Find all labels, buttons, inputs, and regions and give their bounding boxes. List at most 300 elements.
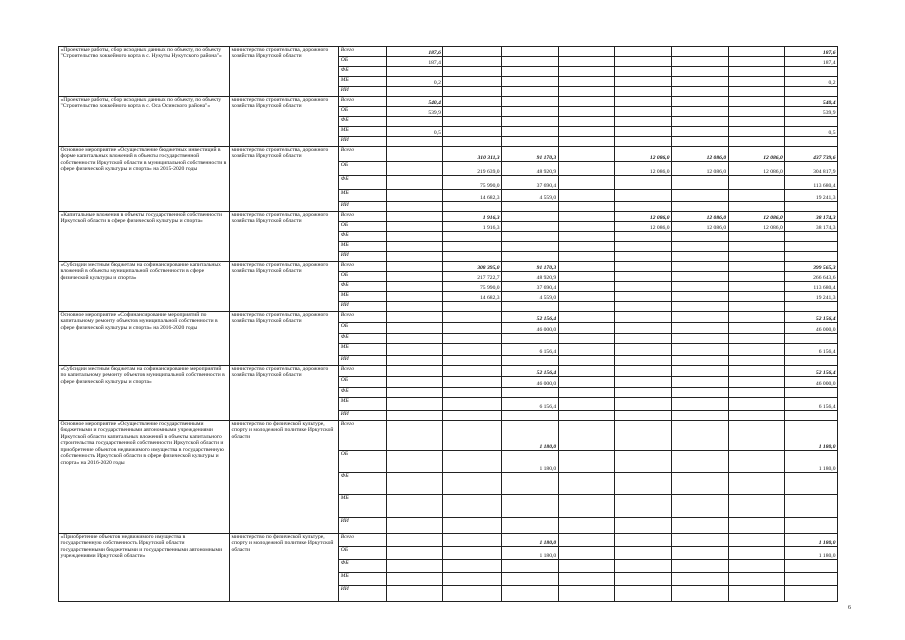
funding-source-cell: Всего (339, 212, 387, 222)
value-cell (558, 366, 615, 377)
value-cell (615, 232, 672, 242)
value-cell (443, 323, 502, 334)
value-cell (443, 451, 502, 473)
value-cell (558, 411, 615, 421)
value-cell (615, 137, 672, 147)
funding-source-cell: ОБ (339, 222, 387, 232)
value-cell (615, 47, 672, 57)
value-cell: 1 180,0 (502, 534, 559, 547)
value-cell (443, 495, 502, 518)
executor-cell: министерство строительства, дорожного хозяйства Иркутской области (229, 147, 338, 212)
value-cell (615, 586, 672, 602)
table-row (59, 534, 838, 547)
total-value-cell: 46 000,0 (785, 323, 838, 334)
value-cell (728, 312, 785, 323)
value-cell (443, 334, 502, 344)
value-cell: 12 086,0 (728, 147, 785, 162)
funding-source-cell: ОБ (339, 107, 387, 117)
value-cell (386, 117, 443, 127)
value-cell (386, 534, 443, 547)
value-cell (615, 518, 672, 534)
value-cell: 6 156,4 (502, 344, 559, 356)
executor-cell: министерство строительства, дорожного хозяйства Иркутской области (229, 366, 338, 421)
value-cell (558, 586, 615, 602)
value-cell (672, 117, 729, 127)
funding-source-cell: Всего (339, 97, 387, 107)
funding-source-cell: ИИ (339, 586, 387, 602)
value-cell (502, 97, 559, 107)
funding-source-cell: Всего (339, 366, 387, 377)
value-cell (443, 252, 502, 262)
value-cell (502, 107, 559, 117)
value-cell (615, 77, 672, 87)
total-value-cell (785, 67, 838, 77)
value-cell (615, 190, 672, 202)
value-cell (728, 421, 785, 451)
value-cell (728, 272, 785, 282)
value-cell (558, 292, 615, 302)
funding-source-cell: ОБ (339, 547, 387, 560)
value-cell: 6 156,4 (502, 398, 559, 411)
value-cell: 75 990,0 (443, 282, 502, 292)
value-cell (558, 232, 615, 242)
funding-source-cell: МБ (339, 495, 387, 518)
funding-source-cell: Всего (339, 312, 387, 323)
total-value-cell: 52 156,4 (785, 366, 838, 377)
value-cell (672, 366, 729, 377)
value-cell (386, 547, 443, 560)
total-value-cell: 1 180,0 (785, 451, 838, 473)
value-cell (672, 518, 729, 534)
value-cell: 12 086,0 (615, 222, 672, 232)
value-cell (615, 107, 672, 117)
value-cell: 219 639,0 (443, 162, 502, 176)
value-cell (615, 334, 672, 344)
value-cell (728, 282, 785, 292)
value-cell (558, 377, 615, 388)
value-cell (672, 202, 729, 212)
value-cell (443, 344, 502, 356)
total-value-cell: 19 241,3 (785, 292, 838, 302)
value-cell (615, 323, 672, 334)
value-cell (443, 388, 502, 398)
value-cell: 1 916,3 (443, 212, 502, 222)
value-cell: 0,2 (386, 77, 443, 87)
value-cell (615, 421, 672, 451)
value-cell: 12 086,0 (672, 147, 729, 162)
value-cell (615, 202, 672, 212)
value-cell (558, 573, 615, 586)
value-cell: 540,4 (386, 97, 443, 107)
funding-source-cell: ФБ (339, 282, 387, 292)
value-cell: 91 170,3 (502, 262, 559, 272)
value-cell: 12 086,0 (672, 212, 729, 222)
value-cell (672, 411, 729, 421)
value-cell (615, 272, 672, 282)
value-cell: 4 559,0 (502, 190, 559, 202)
value-cell (672, 282, 729, 292)
funding-source-cell: Всего (339, 534, 387, 547)
value-cell (615, 377, 672, 388)
value-cell (386, 451, 443, 473)
activity-name-cell: «Проектные работы, сбор исходных данных по объекту, по объекту "Строительство хоккейного корта в с. Нукуты Нукутского района"» (59, 47, 230, 97)
value-cell (443, 573, 502, 586)
value-cell (558, 560, 615, 573)
total-value-cell (785, 252, 838, 262)
value-cell (558, 344, 615, 356)
value-cell (672, 242, 729, 252)
value-cell (443, 534, 502, 547)
value-cell (728, 232, 785, 242)
value-cell (672, 176, 729, 190)
value-cell: 52 156,4 (502, 366, 559, 377)
value-cell (386, 252, 443, 262)
total-value-cell (785, 560, 838, 573)
value-cell (558, 312, 615, 323)
table-row (59, 147, 838, 162)
value-cell (443, 202, 502, 212)
value-cell (672, 534, 729, 547)
value-cell (386, 302, 443, 312)
funding-source-cell: Всего (339, 262, 387, 272)
funding-source-cell: Всего (339, 147, 387, 162)
value-cell (728, 127, 785, 137)
value-cell (443, 242, 502, 252)
value-cell (443, 47, 502, 57)
value-cell (672, 323, 729, 334)
value-cell (558, 451, 615, 473)
value-cell (443, 356, 502, 366)
total-value-cell (785, 137, 838, 147)
table-row (59, 262, 838, 272)
value-cell (502, 87, 559, 97)
value-cell: 12 086,0 (615, 212, 672, 222)
value-cell (558, 262, 615, 272)
value-cell: 187,4 (386, 57, 443, 67)
value-cell (502, 495, 559, 518)
value-cell (558, 47, 615, 57)
value-cell (386, 366, 443, 377)
value-cell (386, 334, 443, 344)
value-cell (672, 262, 729, 272)
value-cell (615, 573, 672, 586)
value-cell (615, 117, 672, 127)
value-cell (558, 222, 615, 232)
value-cell (558, 302, 615, 312)
total-value-cell (785, 232, 838, 242)
value-cell (386, 87, 443, 97)
funding-source-cell: ФБ (339, 232, 387, 242)
budget-table (58, 46, 838, 602)
executor-cell: министерство строительства, дорожного хозяйства Иркутской области (229, 97, 338, 147)
value-cell (386, 344, 443, 356)
value-cell (502, 202, 559, 212)
total-value-cell (785, 117, 838, 127)
value-cell (615, 176, 672, 190)
value-cell (728, 202, 785, 212)
value-cell (386, 398, 443, 411)
value-cell: 12 086,0 (672, 222, 729, 232)
value-cell (728, 451, 785, 473)
value-cell (386, 356, 443, 366)
funding-source-cell: ИИ (339, 87, 387, 97)
value-cell: 310 311,3 (443, 147, 502, 162)
value-cell (502, 137, 559, 147)
table-row (59, 97, 838, 107)
value-cell (615, 356, 672, 366)
funding-source-cell: Всего (339, 47, 387, 57)
value-cell (615, 560, 672, 573)
value-cell (672, 356, 729, 366)
value-cell (558, 473, 615, 495)
total-value-cell (785, 202, 838, 212)
value-cell: 52 156,4 (502, 312, 559, 323)
value-cell (615, 534, 672, 547)
activity-name-cell: «Субсидии местным бюджетам на софинансирование мероприятий по капитальному ремонту объектов муниципальной собственности в сфере физической культуры и спорта» (59, 366, 230, 421)
value-cell (728, 190, 785, 202)
value-cell (615, 262, 672, 272)
total-value-cell: 0,5 (785, 127, 838, 137)
value-cell: 1 180,0 (502, 421, 559, 451)
value-cell (672, 107, 729, 117)
value-cell (502, 212, 559, 222)
funding-source-cell: ФБ (339, 176, 387, 190)
value-cell (615, 388, 672, 398)
value-cell (672, 451, 729, 473)
value-cell (558, 282, 615, 292)
value-cell (386, 222, 443, 232)
value-cell: 48 920,9 (502, 272, 559, 282)
value-cell (558, 518, 615, 534)
value-cell (386, 67, 443, 77)
total-value-cell: 46 000,0 (785, 377, 838, 388)
funding-source-cell: ФБ (339, 560, 387, 573)
value-cell (728, 573, 785, 586)
value-cell: 12 086,0 (728, 222, 785, 232)
value-cell (386, 560, 443, 573)
value-cell: 12 086,0 (615, 147, 672, 162)
value-cell (386, 282, 443, 292)
value-cell (615, 547, 672, 560)
value-cell (558, 252, 615, 262)
total-value-cell (785, 473, 838, 495)
total-value-cell (785, 411, 838, 421)
total-value-cell: 266 643,6 (785, 272, 838, 282)
value-cell (502, 77, 559, 87)
value-cell (728, 334, 785, 344)
funding-source-cell: ФБ (339, 334, 387, 344)
value-cell (728, 473, 785, 495)
value-cell (386, 377, 443, 388)
funding-source-cell: ИИ (339, 411, 387, 421)
value-cell (672, 334, 729, 344)
value-cell (558, 87, 615, 97)
value-cell (728, 302, 785, 312)
value-cell (672, 77, 729, 87)
value-cell (672, 398, 729, 411)
total-value-cell: 187,6 (785, 47, 838, 57)
value-cell (615, 473, 672, 495)
funding-source-cell: ОБ (339, 323, 387, 334)
activity-name-cell: Основное мероприятие «Осуществление государственными бюджетными и государственными автономными учреждениями Иркутской области капитальных вложений в объекты капитального строительства государственной собственности Иркутской области и приобретение объектов недвижимого имущества в государственную собственность Иркутской области в сфере физической культуры и спорта» на 2016-2020 годы (59, 421, 230, 534)
funding-source-cell: МБ (339, 292, 387, 302)
value-cell (615, 292, 672, 302)
value-cell: 0,5 (386, 127, 443, 137)
value-cell: 46 000,0 (502, 377, 559, 388)
funding-source-cell: ОБ (339, 272, 387, 282)
value-cell (386, 323, 443, 334)
value-cell (615, 495, 672, 518)
total-value-cell (785, 356, 838, 366)
total-value-cell: 6 156,4 (785, 398, 838, 411)
value-cell (443, 473, 502, 495)
value-cell (443, 312, 502, 323)
value-cell (728, 547, 785, 560)
value-cell (728, 57, 785, 67)
total-value-cell: 1 180,0 (785, 547, 838, 560)
total-value-cell (785, 518, 838, 534)
value-cell (615, 366, 672, 377)
value-cell (558, 57, 615, 67)
value-cell (615, 252, 672, 262)
value-cell (558, 323, 615, 334)
value-cell (443, 117, 502, 127)
value-cell (728, 534, 785, 547)
value-cell (558, 334, 615, 344)
value-cell (728, 344, 785, 356)
value-cell (502, 302, 559, 312)
funding-source-cell: ОБ (339, 377, 387, 388)
funding-source-cell: Всего (339, 421, 387, 451)
value-cell (672, 292, 729, 302)
value-cell (615, 97, 672, 107)
total-value-cell: 1 180,0 (785, 534, 838, 547)
value-cell (728, 356, 785, 366)
funding-source-cell: МБ (339, 242, 387, 252)
funding-source-cell: МБ (339, 344, 387, 356)
value-cell: 14 682,3 (443, 292, 502, 302)
value-cell (672, 272, 729, 282)
activity-name-cell: «Капитальные вложения в объекты государственной собственности Иркутской области в сфере физической культуры и спорта» (59, 212, 230, 262)
value-cell (443, 560, 502, 573)
value-cell (386, 162, 443, 176)
value-cell (502, 473, 559, 495)
value-cell (502, 388, 559, 398)
value-cell (386, 388, 443, 398)
total-value-cell: 113 680,4 (785, 282, 838, 292)
value-cell (672, 388, 729, 398)
total-value-cell: 539,9 (785, 107, 838, 117)
value-cell (386, 312, 443, 323)
value-cell (672, 137, 729, 147)
value-cell: 12 086,0 (728, 162, 785, 176)
value-cell (728, 262, 785, 272)
value-cell (502, 356, 559, 366)
page-number: 6 (848, 605, 851, 611)
value-cell (386, 176, 443, 190)
value-cell (672, 586, 729, 602)
total-value-cell: 38 174,3 (785, 222, 838, 232)
value-cell (443, 137, 502, 147)
activity-name-cell: «Субсидии местным бюджетам на софинансирование капитальных вложений в объекты муниципальной собственности в сфере физической культуры и спорта» (59, 262, 230, 312)
value-cell (728, 137, 785, 147)
value-cell (728, 560, 785, 573)
value-cell (386, 495, 443, 518)
value-cell (558, 127, 615, 137)
value-cell: 187,6 (386, 47, 443, 57)
value-cell (615, 57, 672, 67)
value-cell (728, 107, 785, 117)
value-cell (728, 388, 785, 398)
value-cell (443, 302, 502, 312)
funding-source-cell: МБ (339, 573, 387, 586)
value-cell (558, 495, 615, 518)
value-cell (502, 232, 559, 242)
funding-source-cell: ОБ (339, 57, 387, 67)
total-value-cell: 399 565,3 (785, 262, 838, 272)
value-cell (672, 312, 729, 323)
funding-source-cell: ОБ (339, 162, 387, 176)
total-value-cell: 437 739,6 (785, 147, 838, 162)
value-cell (558, 137, 615, 147)
value-cell (558, 147, 615, 162)
value-cell (558, 242, 615, 252)
value-cell (443, 97, 502, 107)
value-cell (672, 302, 729, 312)
funding-source-cell: ФБ (339, 117, 387, 127)
value-cell (502, 573, 559, 586)
total-value-cell (785, 87, 838, 97)
value-cell: 12 086,0 (728, 212, 785, 222)
value-cell (443, 377, 502, 388)
value-cell: 46 000,0 (502, 323, 559, 334)
value-cell (558, 388, 615, 398)
value-cell (615, 302, 672, 312)
table-row (59, 212, 838, 222)
funding-source-cell: ИИ (339, 356, 387, 366)
total-value-cell: 0,2 (785, 77, 838, 87)
funding-source-cell: ИИ (339, 137, 387, 147)
value-cell (386, 411, 443, 421)
value-cell (728, 252, 785, 262)
funding-source-cell: ИИ (339, 202, 387, 212)
value-cell (502, 586, 559, 602)
total-value-cell (785, 586, 838, 602)
funding-source-cell: МБ (339, 77, 387, 87)
total-value-cell (785, 495, 838, 518)
value-cell (728, 87, 785, 97)
total-value-cell: 6 156,4 (785, 344, 838, 356)
value-cell (728, 292, 785, 302)
value-cell (558, 202, 615, 212)
value-cell (615, 344, 672, 356)
executor-cell: министерство строительства, дорожного хозяйства Иркутской области (229, 212, 338, 262)
value-cell (672, 57, 729, 67)
value-cell (728, 67, 785, 77)
executor-cell: министерство по физической культуре, спорту и молодежной политике Иркутской области (229, 534, 338, 602)
total-value-cell: 52 156,4 (785, 312, 838, 323)
value-cell (502, 117, 559, 127)
value-cell (728, 411, 785, 421)
value-cell (502, 411, 559, 421)
activity-name-cell: Основное мероприятие «Софинансирование мероприятий по капитальному ремонту объектов муниципальной собственности в сфере физической культуры и спорта» на 2016-2020 годы (59, 312, 230, 366)
value-cell (502, 518, 559, 534)
value-cell (615, 282, 672, 292)
value-cell (672, 573, 729, 586)
value-cell (728, 366, 785, 377)
funding-source-cell: МБ (339, 190, 387, 202)
value-cell (443, 232, 502, 242)
